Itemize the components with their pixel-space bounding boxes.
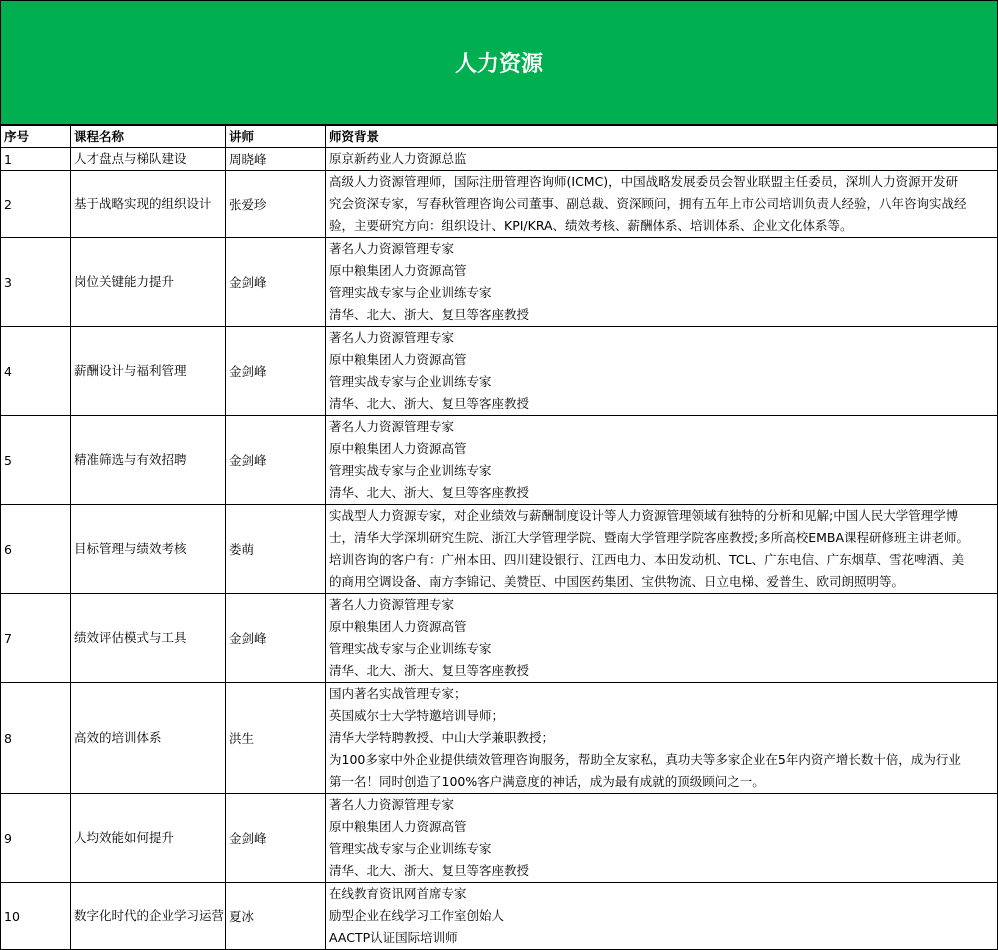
background-line: 的商用空调设备、南方李锦记、美赞臣、中国医药集团、宝供物流、日立电梯、爱普生、欧司朗照明等。 <box>329 574 905 589</box>
background-line: 原京新药业人力资源总监 <box>329 151 467 166</box>
cell-course[interactable]: 岗位关键能力提升 <box>71 238 226 327</box>
cell-course[interactable]: 薪酬设计与福利管理 <box>71 327 226 416</box>
table-row <box>1 148 998 171</box>
table-row <box>1 171 998 238</box>
cell-teacher[interactable]: 金剑峰 <box>226 416 326 505</box>
background-line: 励型企业在线学习工作室创始人 <box>329 908 505 923</box>
background-line: 清华、北大、浙大、复旦等客座教授 <box>329 663 530 678</box>
course-table <box>0 125 998 950</box>
background-line: 著名人力资源管理专家 <box>329 241 455 256</box>
cell-course[interactable]: 精准筛选与有效招聘 <box>71 416 226 505</box>
background-line: 清华大学特聘教授、中山大学兼职教授； <box>329 730 555 745</box>
cell-course[interactable]: 人才盘点与梯队建设 <box>71 148 226 171</box>
cell-number[interactable]: 10 <box>1 883 71 950</box>
table-row <box>1 238 998 327</box>
table-row <box>1 683 998 794</box>
cell-course[interactable]: 数字化时代的企业学习运营 <box>71 883 226 950</box>
cell-teacher[interactable]: 金剑峰 <box>226 794 326 883</box>
cell-background[interactable] <box>326 794 998 883</box>
background-line: 验，主要研究方向：组织设计、KPI/KRA、绩效考核、薪酬体系、培训体系、企业文化体系等。 <box>329 218 853 233</box>
cell-course[interactable]: 高效的培训体系 <box>71 683 226 794</box>
cell-teacher[interactable]: 周晓峰 <box>226 148 326 171</box>
background-line: 管理实战专家与企业训练专家 <box>329 285 492 300</box>
cell-number[interactable]: 5 <box>1 416 71 505</box>
column-header-course[interactable]: 课程名称 <box>71 126 226 148</box>
sheet-title: 人力资源 <box>454 52 543 77</box>
background-line: 管理实战专家与企业训练专家 <box>329 841 492 856</box>
table-row <box>1 883 998 950</box>
cell-teacher[interactable]: 洪生 <box>226 683 326 794</box>
background-line: 士，清华大学深圳研究生院、浙江大学管理学院、暨南大学管理学院客座教授;多所高校EMBA课程研修班主讲老师。 <box>329 530 970 545</box>
column-header-background[interactable]: 师资背景 <box>326 126 998 148</box>
background-line: 实战型人力资源专家，对企业绩效与薪酬制度设计等人力资源管理领域有独特的分析和见解;中国人民大学管理学博 <box>329 508 959 523</box>
table-row <box>1 594 998 683</box>
cell-background[interactable] <box>326 327 998 416</box>
cell-teacher[interactable]: 金剑峰 <box>226 238 326 327</box>
background-line: 为100多家中外企业提供绩效管理咨询服务，帮助全友家私，真功夫等多家企业在5年内资产增长数十倍，成为行业 <box>329 752 961 767</box>
cell-number[interactable]: 1 <box>1 148 71 171</box>
table-row <box>1 505 998 594</box>
background-line: 清华、北大、浙大、复旦等客座教授 <box>329 307 530 322</box>
table-header-row <box>1 126 998 148</box>
background-line: 管理实战专家与企业训练专家 <box>329 641 492 656</box>
cell-teacher[interactable]: 金剑峰 <box>226 327 326 416</box>
cell-number[interactable]: 2 <box>1 171 71 238</box>
background-line: 管理实战专家与企业训练专家 <box>329 463 492 478</box>
background-line: AACTP认证国际培训师 <box>329 930 458 945</box>
cell-course[interactable]: 目标管理与绩效考核 <box>71 505 226 594</box>
cell-course[interactable]: 人均效能如何提升 <box>71 794 226 883</box>
background-line: 著名人力资源管理专家 <box>329 797 455 812</box>
background-line: 原中粮集团人力资源高管 <box>329 819 467 834</box>
background-line: 管理实战专家与企业训练专家 <box>329 374 492 389</box>
cell-background[interactable] <box>326 594 998 683</box>
cell-number[interactable]: 7 <box>1 594 71 683</box>
background-line: 清华、北大、浙大、复旦等客座教授 <box>329 396 530 411</box>
cell-background[interactable] <box>326 148 998 171</box>
column-header-number[interactable]: 序号 <box>1 126 71 148</box>
background-line: 著名人力资源管理专家 <box>329 330 455 345</box>
background-line: 在线教育资讯网首席专家 <box>329 886 467 901</box>
background-line: 英国威尔士大学特邀培训导师； <box>329 708 505 723</box>
cell-teacher[interactable]: 夏冰 <box>226 883 326 950</box>
table-row <box>1 794 998 883</box>
cell-number[interactable]: 9 <box>1 794 71 883</box>
cell-background[interactable] <box>326 238 998 327</box>
column-header-teacher[interactable]: 讲师 <box>226 126 326 148</box>
cell-background[interactable] <box>326 883 998 950</box>
background-line: 原中粮集团人力资源高管 <box>329 619 467 634</box>
cell-teacher[interactable]: 娄萌 <box>226 505 326 594</box>
cell-teacher[interactable]: 张爱珍 <box>226 171 326 238</box>
background-line: 原中粮集团人力资源高管 <box>329 263 467 278</box>
background-line: 清华、北大、浙大、复旦等客座教授 <box>329 485 530 500</box>
cell-background[interactable] <box>326 505 998 594</box>
background-line: 国内著名实战管理专家； <box>329 686 467 701</box>
sheet-title-banner <box>0 0 998 125</box>
table-row <box>1 327 998 416</box>
background-line: 著名人力资源管理专家 <box>329 419 455 434</box>
background-line: 第一名！同时创造了100%客户满意度的神话，成为最有成就的顶级顾问之一。 <box>329 774 765 789</box>
background-line: 原中粮集团人力资源高管 <box>329 441 467 456</box>
cell-background[interactable] <box>326 683 998 794</box>
cell-course[interactable]: 绩效评估模式与工具 <box>71 594 226 683</box>
cell-course[interactable]: 基于战略实现的组织设计 <box>71 171 226 238</box>
background-line: 究会资深专家，写春秋管理咨询公司董事、副总裁、资深顾问，拥有五年上市公司培训负责人经验，八年咨询实战经 <box>329 196 967 211</box>
cell-number[interactable]: 4 <box>1 327 71 416</box>
cell-number[interactable]: 8 <box>1 683 71 794</box>
cell-teacher[interactable]: 金剑峰 <box>226 594 326 683</box>
background-line: 培训咨询的客户有：广州本田、四川建设银行、江西电力、本田发动机、TCL、广东电信、广东烟草、雪花啤酒、美 <box>329 552 965 567</box>
background-line: 原中粮集团人力资源高管 <box>329 352 467 367</box>
background-line: 著名人力资源管理专家 <box>329 597 455 612</box>
cell-number[interactable]: 3 <box>1 238 71 327</box>
background-line: 清华、北大、浙大、复旦等客座教授 <box>329 863 530 878</box>
background-line: 高级人力资源管理师，国际注册管理咨询师(ICMC)，中国战略发展委员会智业联盟主任委员，深圳人力资源开发研 <box>329 174 959 189</box>
cell-background[interactable] <box>326 416 998 505</box>
cell-background[interactable] <box>326 171 998 238</box>
cell-number[interactable]: 6 <box>1 505 71 594</box>
table-row <box>1 416 998 505</box>
